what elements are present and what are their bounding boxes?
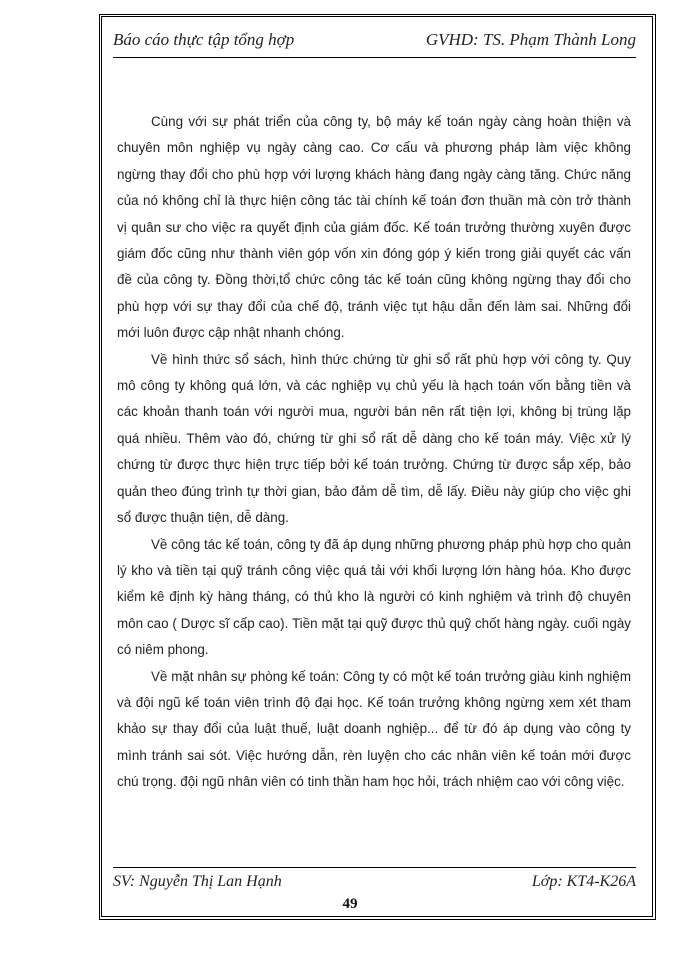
header-divider <box>113 57 636 58</box>
page-number: 49 <box>342 896 358 912</box>
paragraph-accounting-apparatus: Cùng với sự phát triển của công ty, bộ máy kế toán ngày càng hoàn thiện và chuyên môn nghiệp vụ ngày càng cao. Cơ cấu và phương pháp làm việc không ngừng thay đổi cho phù hợp với lượng khách hàng đang ngày càng tăng. Chức năng của nó không chỉ là thực hiện công tác tài chính kế toán đơn thuần mà còn trở thành vị quân sư cho việc ra quyết định của giám đốc. Kế toán trưởng thường xuyên được giám đốc cũng như thành viên góp vốn xin đóng góp ý kiến trong giải quyết các vấn đề của công ty. Đồng thời,tổ chức công tác kế toán cũng không ngừng thay đổi cho phù hợp với sự thay đổi của chế độ, tránh việc tụt hậu dẫn đến làm sai. Những đổi mới luôn được cập nhật nhanh chóng. <box>117 114 631 341</box>
footer-student-name: SV: Nguyễn Thị Lan Hạnh <box>113 873 282 890</box>
header-report-title: Báo cáo thực tập tổng hợp <box>113 30 295 49</box>
paragraph-bookkeeping-form: Về hình thức sổ sách, hình thức chứng từ ghi sổ rất phù hợp với công ty. Quy mô công ty không quá lớn, và các nghiệp vụ chủ yếu là hạch toán vốn bằng tiền và các khoản thanh toán với người mua, người bán nên rất tiện lợi, không bị trùng lặp quá nhiều. Thêm vào đó, chứng từ ghi sổ rất dễ dàng cho kế toán máy. Việc xử lý chứng từ được thực hiện trực tiếp bởi kế toán trưởng. Chứng từ được sắp xếp, bảo quản theo đúng trình tự thời gian, bảo đảm dễ tìm, dễ lấy. Điều này giúp cho việc ghi sổ được thuận tiện, dễ dàng. <box>117 351 631 526</box>
footer-divider <box>113 867 636 868</box>
page-header <box>113 30 636 54</box>
header-advisor: GVHD: TS. Phạm Thành Long <box>425 30 636 49</box>
paragraph-personnel: Về mặt nhân sự phòng kế toán: Công ty có một kế toán trưởng giàu kinh nghiệm và đội ngũ kế toán viên trình độ đại học. Kế toán trưởng không ngừng xem xét tham khảo sự thay đổi của luật thuế, luật doanh nghiệp... để từ đó áp dụng vào công ty mình tránh sai sót. Việc hướng dẫn, rèn luyện cho các nhân viên kế toán mới được chú trọng. đội ngũ nhân viên có tinh thần ham học hỏi, trách nhiệm cao với công việc. <box>117 668 631 790</box>
paragraph-accounting-work: Về công tác kế toán, công ty đã áp dụng những phương pháp phù hợp cho quản lý kho và tiền tại quỹ tránh công việc quá tải với khối lượng lớn hàng hóa. Kho được kiểm kê định kỳ hàng tháng, có thủ kho là người có kinh nghiệm và trình độ chuyên môn cao ( Dược sĩ cấp cao). Tiền mặt tại quỹ được thủ quỹ chốt hàng ngày. cuối ngày có niêm phong. <box>117 536 631 658</box>
document-body <box>117 109 631 796</box>
page-footer <box>113 873 636 897</box>
footer-class: Lớp: KT4-K26A <box>531 873 636 890</box>
